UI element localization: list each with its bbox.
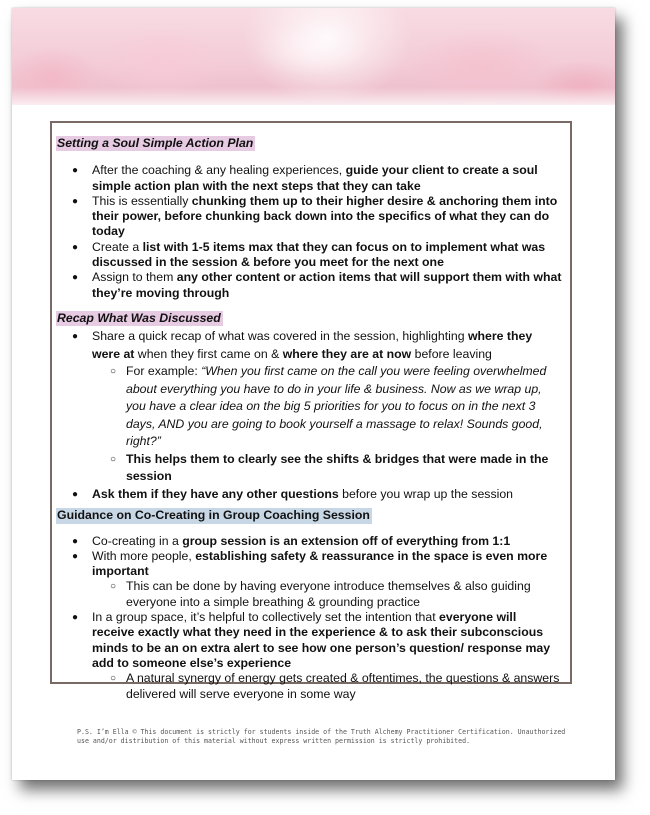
bullet-list <box>57 163 562 301</box>
section-action-plan <box>57 136 562 301</box>
copyright-footer: P.S. I’m Ella © This document is strictly for students inside of the Truth Alchemy Practitioner Certification. Unauthorized use and/or distribution of this material without express written permission is strictly prohibited. <box>77 728 566 745</box>
sub-list <box>92 579 562 610</box>
bullet-list <box>57 328 562 503</box>
header-banner-image <box>12 8 615 105</box>
sub-list-item: ○ This helps them to clearly see the shifts & bridges that were made in the session <box>92 451 562 486</box>
sub-list-item: ○ For example: “When you first came on the call you were feeling overwhelmed about everything you have to do in your life & business. Now as we wrap up, you have a clear idea on the big 5 priorities for you to focus on in the next 3 days, AND you are going to book yourself a massage to relax! Sounds good, right?” <box>92 363 562 451</box>
sub-list <box>92 671 562 702</box>
sub-list-item: ○ This can be done by having everyone introduce themselves & also guiding everyone into a simple breathing & grounding practice <box>92 579 562 610</box>
list-item: ● Co-creating in a group session is an extension off of everything from 1:1 <box>57 534 562 549</box>
section-heading: Recap What Was Discussed <box>57 310 221 325</box>
list-item: ● Share a quick recap of what was covered in the session, highlighting where they were at when they first came on & where they are at now before leaving ○ For example: “When you first came on the call you were feeling overwhelmed about everything you have to do in your life & business. Now as we wrap up, you have a clear idea on the big 5 priorities for you to focus on in the next 3 days, AND you are going to book yourself a massage to relax! Sounds good, right?” ○ This helps them to clearly see the shifts & bridges that were made in the session <box>57 328 562 486</box>
list-item: ● After the coaching & any healing experiences, guide your client to create a soul simple action plan with the next steps that they can take <box>57 163 562 194</box>
list-item: ● In a group space, it’s helpful to collectively set the intention that everyone will receive exactly what they need in the experience & to ask their subconscious minds to be an on extra alert to see how one person’s question/ response may add to someone else’s experience ○ A natural synergy of energy gets created & oftentimes, the questions & answers delivered will serve everyone in some way <box>57 610 562 702</box>
section-heading: Guidance on Co-Creating in Group Coaching Session <box>57 508 370 523</box>
list-item: ● Assign to them any other content or action items that will support them with what they’re moving through <box>57 270 562 301</box>
document-page <box>12 8 615 780</box>
list-item: ● With more people, establishing safety & reassurance in the space is even more important ○ This can be done by having everyone introduce themselves & also guiding everyone into a simple breathing & grounding practice <box>57 549 562 610</box>
sub-list <box>92 363 562 486</box>
section-recap <box>57 311 562 503</box>
list-item: ● Create a list with 1-5 items max that they can focus on to implement what was discussed in the session & before you meet for the next one <box>57 240 562 271</box>
bullet-list <box>57 534 562 702</box>
sub-list-item: ○ A natural synergy of energy gets created & oftentimes, the questions & answers delivered will serve everyone in some way <box>92 671 562 702</box>
list-item: ● Ask them if they have any other questions before you wrap up the session <box>57 486 562 504</box>
content-box <box>50 121 572 701</box>
section-group-coaching <box>57 508 562 702</box>
section-heading: Setting a Soul Simple Action Plan <box>57 136 254 150</box>
list-item: ● This is essentially chunking them up to their higher desire & anchoring them into their power, before chunking back down into the specifics of what they can do today <box>57 194 562 240</box>
